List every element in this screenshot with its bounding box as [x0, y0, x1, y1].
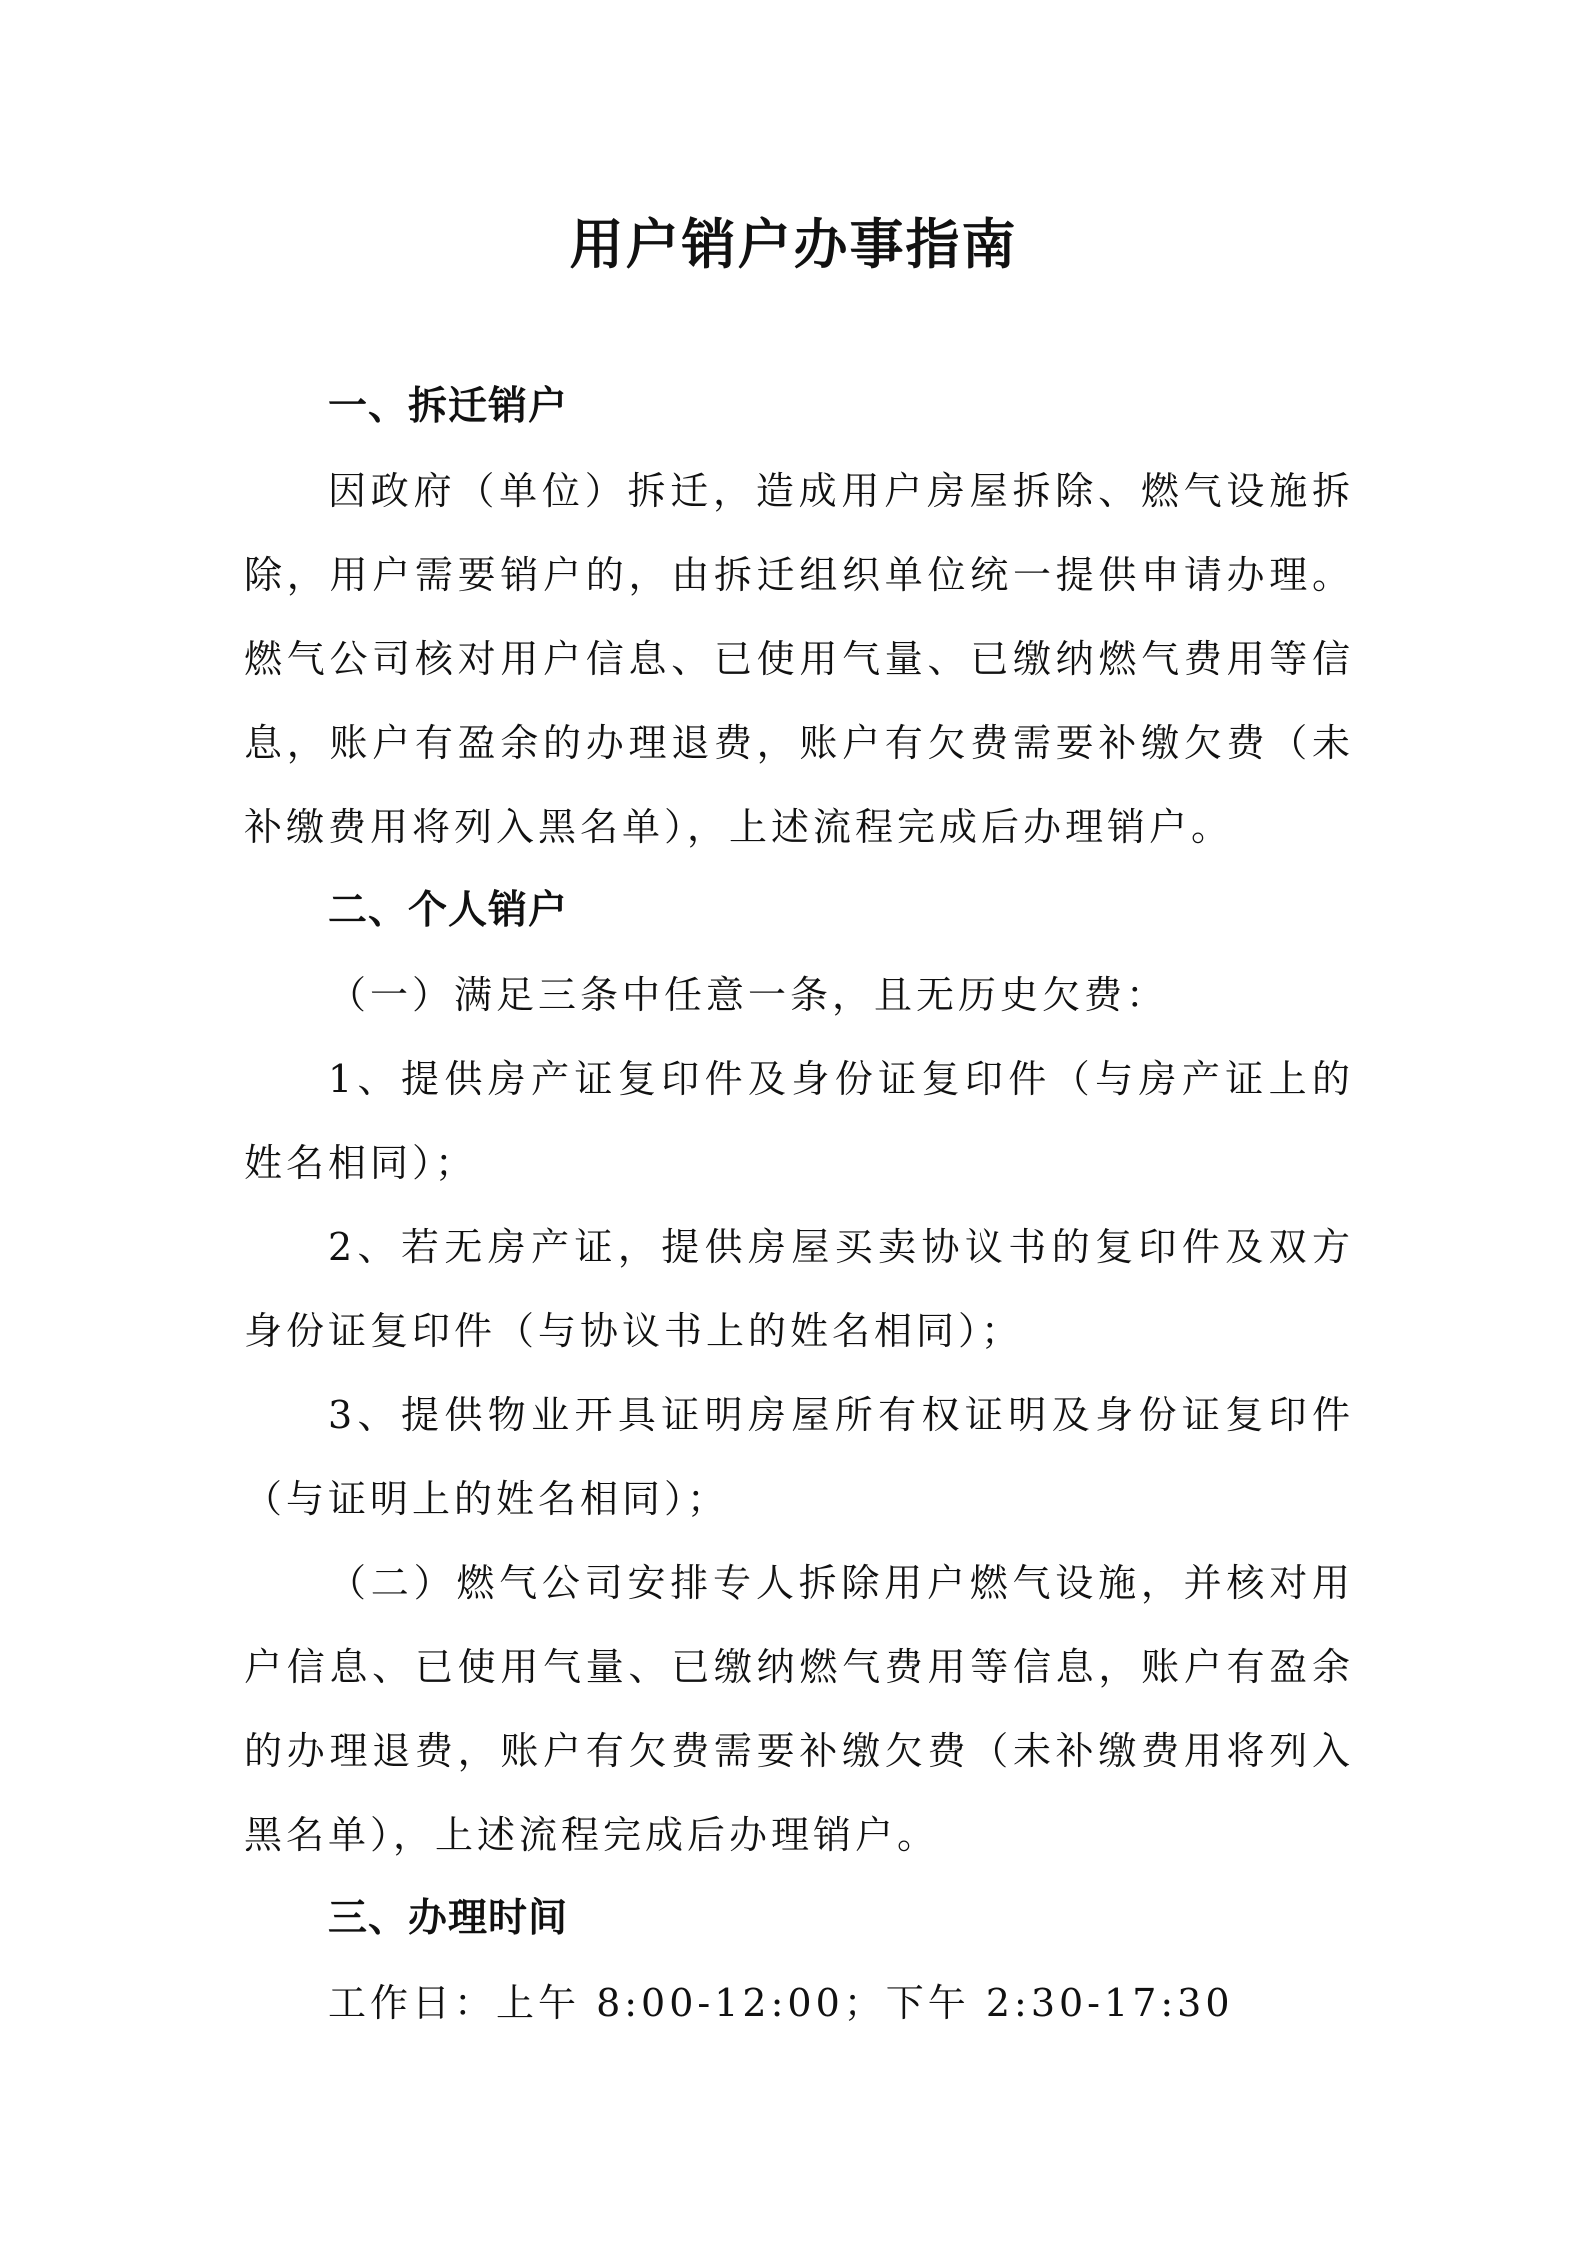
- condition-item-1: 1、提供房产证复印件及身份证复印件（与房产证上的姓名相同）；: [244, 1057, 1354, 1185]
- processing-step: （二）燃气公司安排专人拆除用户燃气设施，并核对用户信息、已使用气量、已缴纳燃气费用等信息，账户有盈余的办理退费，账户有欠费需要补缴欠费（未补缴费用将列入黑名单），上述流程完成后办理销户。: [244, 1561, 1354, 1857]
- section-demolition-cancellation: [244, 365, 1354, 869]
- section-paragraph: 因政府（单位）拆迁，造成用户房屋拆除、燃气设施拆除，用户需要销户的，由拆迁组织单位统一提供申请办理。燃气公司核对用户信息、已使用气量、已缴纳燃气费用等信息，账户有盈余的办理退费，账户有欠费需要补缴欠费（未补缴费用将列入黑名单），上述流程完成后办理销户。: [244, 469, 1354, 849]
- section-heading: 一、拆迁销户: [328, 384, 569, 429]
- condition-item-2: 2、若无房产证，提供房屋买卖协议书的复印件及双方身份证复印件（与协议书上的姓名相同）；: [244, 1225, 1354, 1353]
- condition-intro: （一）满足三条中任意一条，且无历史欠费：: [328, 973, 1169, 1017]
- office-hours-text: 工作日：上午 8:00-12:00；下午 2:30-17:30: [328, 1981, 1234, 2025]
- condition-item-3: 3、提供物业开具证明房屋所有权证明及身份证复印件（与证明上的姓名相同）；: [244, 1393, 1354, 1521]
- section-heading: 二、个人销户: [328, 888, 569, 933]
- section-heading: 三、办理时间: [328, 1896, 569, 1941]
- section-office-hours: [244, 1877, 1354, 2045]
- document-title: 用户销户办事指南: [569, 213, 1018, 276]
- document-body: [244, 365, 1354, 2045]
- section-personal-cancellation: [244, 869, 1354, 1877]
